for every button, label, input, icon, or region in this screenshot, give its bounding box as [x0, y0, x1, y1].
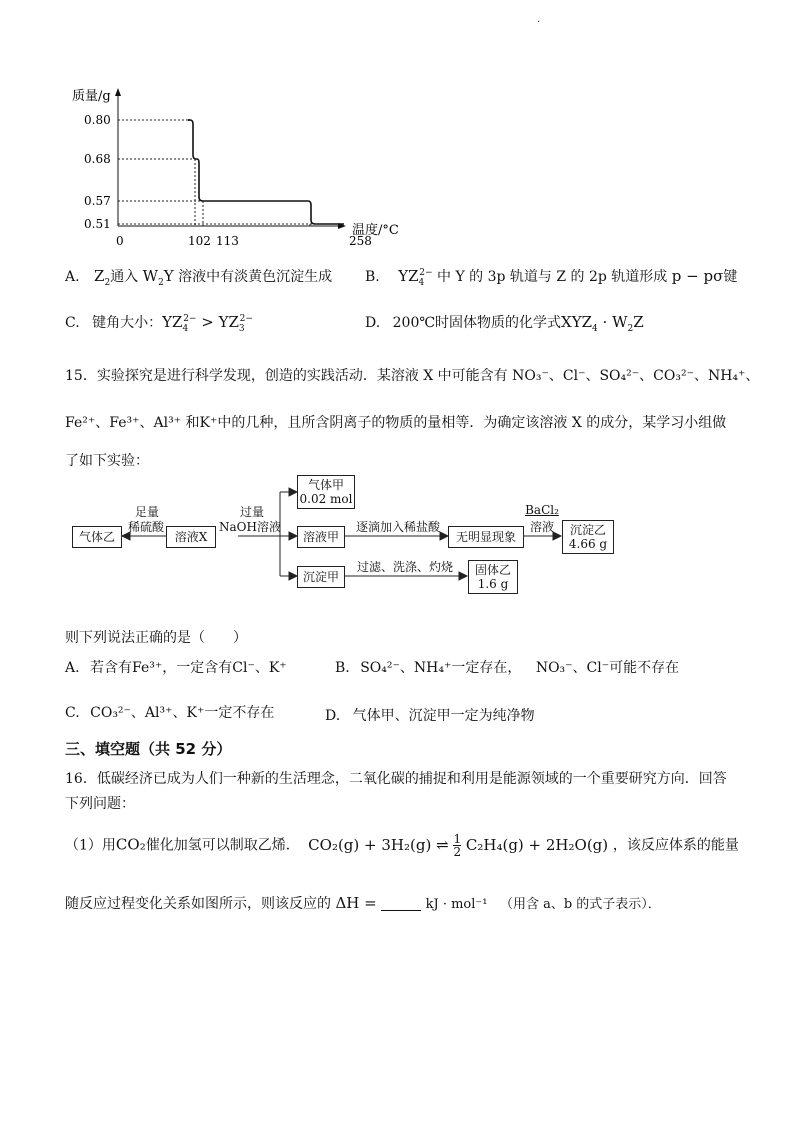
reaction-equation: CO₂(g) + 3H₂(g) ⇌ $\frac{1}{2}$ C₂H₄(g) + 2H₂O(g): [308, 832, 609, 859]
x-tick-label: 0: [116, 234, 124, 248]
series-line: [188, 120, 344, 224]
answer-blank[interactable]: [381, 898, 421, 911]
q14-option-a: A. $Z_2$通入 $W_2Y$ 溶液中有淡黄色沉淀生成: [65, 267, 333, 288]
q15-question: 则下列说法正确的是（ ）: [65, 630, 247, 646]
y-tick-label: 0.68: [84, 152, 111, 166]
w2y-formula: $W_2Y$: [142, 267, 174, 288]
equilibrium-arrow: ⇌: [436, 835, 449, 854]
q15-stem-line1: 15．实验探究是进行科学发现，创造的实践活动．某溶液 X 中可能含有 NO₃⁻、Cl⁻、SO₄²⁻、CO₃²⁻、NH₄⁺、: [65, 368, 760, 384]
experiment-flowchart: [0, 470, 800, 600]
y-tick-label: 0.57: [84, 194, 111, 208]
q15-anion-list: NO₃⁻、Cl⁻、SO₄²⁻、CO₃²⁻、NH₄⁺、: [512, 368, 760, 384]
mass-temperature-chart: [60, 80, 420, 250]
ppt-jia-box: 沉淀甲: [297, 566, 345, 588]
y-tick-label: 0.80: [84, 113, 111, 127]
solid-yi-box: 固体乙 1.6 g: [468, 560, 518, 594]
arrow-label-naoh: NaOH溶液: [219, 520, 281, 534]
y-axis-arrow: [115, 88, 121, 96]
q16-part1-line2: 随反应过程变化关系如图所示，则该反应的 ΔH = kJ · mol⁻¹ （用含 a、b 的式子表示）．: [65, 894, 661, 912]
bond-type: p − pσ: [671, 267, 724, 285]
x-tick-label: 258: [349, 234, 372, 248]
ppt-yi-box: 沉淀乙 4.66 g: [562, 520, 614, 554]
q15-stem-line2: Fe²⁺、Fe³⁺、Al³⁺ 和K⁺中的几种，且所含阴离子的物质的量相等．为确定该溶液 X 的成分，某学习小组做: [65, 415, 727, 431]
arrow-label-filter: 过滤、洗涤、灼烧: [356, 560, 453, 574]
arrow-label-solution: 溶液: [529, 520, 554, 534]
page-mark: .: [537, 14, 541, 25]
arrow-label-excess-2: 过量: [239, 505, 264, 519]
y-axis-label: 质量/g: [72, 89, 111, 104]
gas-yi-box: 气体乙: [72, 526, 122, 548]
x-tick-label: 102: [188, 234, 211, 248]
arrow-label-bacl2: BaCl₂: [525, 503, 559, 517]
q14-option-d: D. 200℃时固体物质的化学式$XYZ_4 \cdot W_2Z$: [365, 313, 644, 334]
q15-option-c: C. CO₃²⁻、Al³⁺、K⁺一定不存在: [65, 705, 275, 721]
q14-option-b: B. $YZ_4^{2-}$ 中 Y 的 3p 轨道与 Z 的 2p 轨道形成 p − pσ键: [365, 267, 738, 288]
q16-stem-line1: 16．低碳经济已成为人们一种新的生活理念，二氧化碳的捕捉和利用是能源领域的一个重要研究方向．回答: [65, 771, 727, 787]
yz4-ion: $YZ_4^{2-}$: [398, 267, 433, 288]
no-change-box: 无明显现象: [448, 526, 524, 548]
q16-stem-line2: 下列问题：: [65, 796, 135, 812]
q15-option-b: B. SO₄²⁻、NH₄⁺一定存在， NO₃⁻、Cl⁻可能不存在: [335, 660, 680, 676]
q15-option-d: D. 气体甲、沉淀甲一定为纯净物: [325, 708, 535, 724]
gas-jia-box: 气体甲 0.02 mol: [297, 475, 355, 509]
section-title: 三、填空题（共 52 分）: [65, 740, 232, 758]
arrow-label-dilute-h2so4: 稀硫酸: [127, 520, 164, 534]
q16-part1-line: （1）用CO₂催化加氢可以制取乙烯． CO₂(g) + 3H₂(g) ⇌ $\frac{1}{2}$ C₂H₄(g) + 2H₂O(g) ，该反应体系的能量: [65, 832, 739, 859]
y-tick-label: 0.51: [84, 217, 111, 231]
q14-option-c: C. 键角大小：$YZ_4^{2-} > YZ_3^{2-}$: [65, 313, 253, 334]
arrow-label-add-hcl: 逐滴加入稀盐酸: [355, 520, 440, 534]
arrow-label-excess: 足量: [134, 505, 159, 519]
solution-jia-box: 溶液甲: [297, 526, 345, 548]
fraction-half: $\frac{1}{2}$: [453, 832, 462, 859]
solution-x-box: 溶液X: [166, 526, 216, 548]
x-tick-label: 113: [216, 234, 239, 248]
q15-option-a: A. 若含有Fe³⁺，一定含有Cl⁻、K⁺: [65, 660, 287, 676]
x-axis-label: 温度/°C: [352, 223, 399, 238]
q15-stem-line3: 了如下实验：: [65, 453, 149, 469]
z2-formula: $Z_2$: [94, 267, 111, 288]
